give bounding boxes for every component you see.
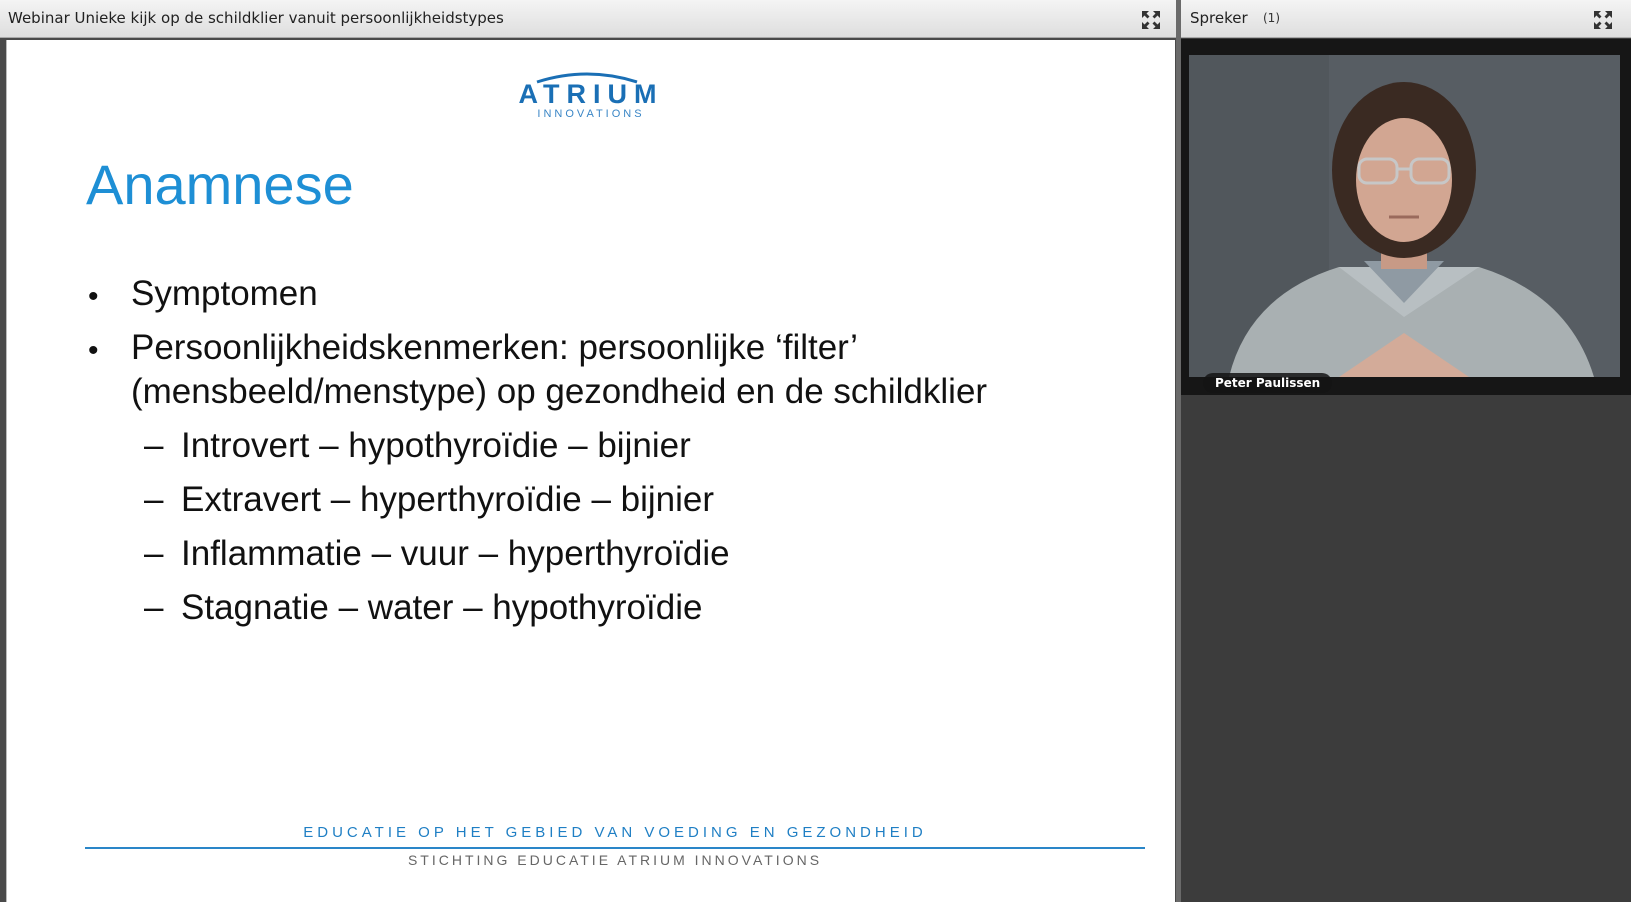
speaker-pod (1181, 0, 1631, 902)
speaker-pod-header (1181, 0, 1631, 38)
expand-fullscreen-icon[interactable] (1593, 10, 1613, 30)
expand-fullscreen-icon[interactable] (1141, 10, 1161, 30)
slide-footer-organization: STICHTING EDUCATIE ATRIUM INNOVATIONS (407, 852, 823, 868)
sub-bullet-item: Introvert – hypothyroïdie – bijnier (181, 426, 691, 465)
speaker-count: (1) (1263, 11, 1280, 25)
sub-bullet-item: Extravert – hyperthyroïdie – bijnier (181, 480, 715, 519)
sub-bullet-item: Stagnatie – water – hypothyroïdie (181, 588, 703, 627)
bullet-item-continuation: (mensbeeld/menstype) op gezondheid en de schildklier (131, 372, 988, 411)
speaker-name-tag: Peter Paulissen (1203, 373, 1332, 393)
atrium-logo (501, 58, 681, 124)
speaker-pod-title: Spreker (1190, 9, 1248, 27)
speaker-video[interactable] (1189, 55, 1620, 390)
sub-bullet-item: Inflammatie – vuur – hyperthyroïdie (181, 534, 730, 573)
bullet-item: Symptomen (131, 274, 318, 313)
sub-bullet-marker: – (144, 534, 164, 573)
slide (6, 40, 1175, 902)
logo-subtitle: INNOVATIONS (537, 108, 645, 120)
sub-bullet-marker: – (144, 426, 164, 465)
footer-divider (85, 847, 1145, 849)
video-frame (1181, 39, 1631, 395)
bullet-marker: • (88, 334, 99, 367)
pod-title: Webinar Unieke kijk op de schildklier vanuit persoonlijkheidstypes (8, 9, 504, 27)
speaker-person-icon (1189, 55, 1620, 377)
presentation-pod-header (0, 0, 1176, 38)
logo-word: ATRIUM (518, 79, 664, 109)
sub-bullet-marker: – (144, 480, 164, 519)
bullet-item: Persoonlijkheidskenmerken: persoonlijke ‘filter’ (131, 328, 858, 367)
sub-bullet-marker: – (144, 588, 164, 627)
slide-title: Anamnese (86, 153, 354, 216)
bullet-marker: • (88, 280, 99, 313)
slide-footer-tagline: EDUCATIE OP HET GEBIED VAN VOEDING EN GEZONDHEID (303, 824, 927, 841)
